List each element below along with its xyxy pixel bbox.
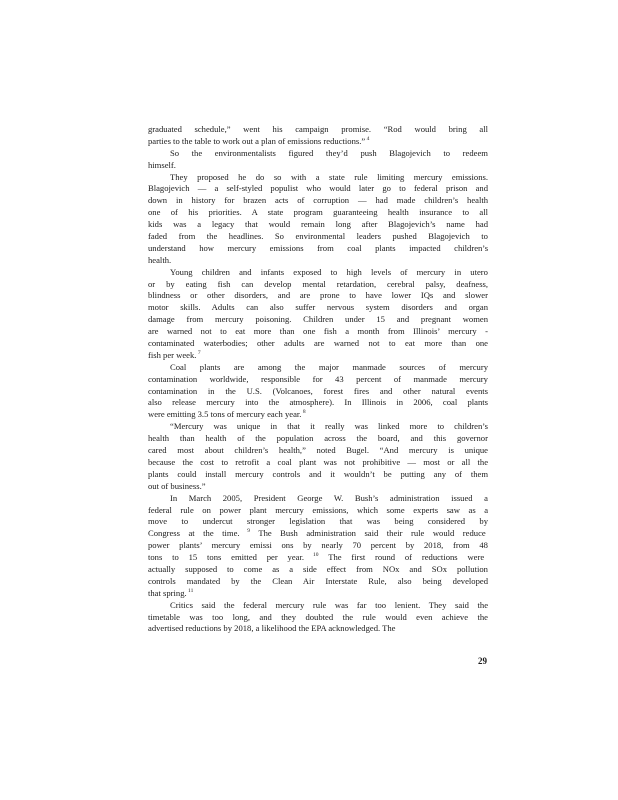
text-line [148, 469, 488, 481]
line-text: blindness or other disorders, and are prone to have lower IQs and slower [148, 290, 488, 301]
body-text [148, 124, 488, 635]
text-line [148, 421, 488, 433]
text-line [148, 136, 488, 148]
line-text: because the cost to retrofit a coal plant was not prohibitive — most or all the [148, 456, 488, 467]
line-text: controls mandated by the Clean Air Interstate Rule, also being developed [148, 575, 488, 586]
text-line [148, 243, 488, 255]
line-text: graduated schedule,” went his campaign promise. “Rod would bring all [148, 124, 488, 134]
page-number: 29 [478, 656, 487, 666]
line-text: tons to 15 tons emitted per year. [148, 552, 304, 563]
line-text: one of his priorities. A state program guaranteeing health insurance to all [148, 207, 488, 218]
line-text: Blagojevich — a self-styled populist who would later go to federal prison and [148, 183, 488, 194]
line-text: faded from the headlines. So environmental leaders pushed Blagojevich to [148, 231, 488, 242]
line-text: also release mercury into the atmosphere). In Illinois in 2006, coal plants [148, 397, 488, 408]
text-line [148, 576, 488, 588]
footnote-marker: 9 [239, 528, 251, 535]
line-text: contaminated waterbodies; other adults are warned not to eat more than one [148, 338, 488, 349]
text-line [148, 314, 488, 326]
text-line [148, 493, 488, 505]
text-line [148, 481, 488, 493]
text-line [148, 160, 488, 172]
line-text: federal rule on power plant mercury emissions, which some experts saw as a [148, 504, 488, 515]
text-line [148, 552, 488, 564]
text-line [148, 267, 488, 279]
line-text: “Mercury was unique in that it really was linked more to children’s [170, 421, 488, 432]
line-text: motor skills. Adults can also suffer nervous system disorders and organ [148, 302, 488, 313]
text-line [148, 172, 488, 184]
line-text: himself. [148, 159, 176, 170]
footnote-marker: 4 [365, 136, 370, 143]
line-text: damage from mercury poisoning. Children under 15 and pregnant women [148, 314, 488, 325]
text-line [148, 445, 488, 457]
line-text: are warned not to eat more than one fish a month from Illinois’ mercury - [148, 326, 488, 337]
line-text: cared most about children’s health,” noted Bugel. “And mercury is unique [148, 445, 488, 456]
line-text: down in history for brazen acts of corruption — had made children’s health [148, 195, 488, 206]
text-line [148, 588, 488, 600]
text-line [148, 612, 488, 624]
line-text-tail: The first round of reductions were [318, 552, 485, 563]
line-text: out of business.” [148, 480, 206, 491]
text-line [148, 623, 488, 635]
text-line [148, 219, 488, 231]
text-line [148, 362, 488, 374]
text-line [148, 505, 488, 517]
text-line [148, 516, 488, 528]
line-text: move to undercut stronger legislation that was being considered by [148, 516, 488, 527]
line-text: Young children and infants exposed to high levels of mercury in utero [170, 266, 488, 277]
line-text: timetable was too long, and they doubted the rule would even achieve the [148, 611, 488, 622]
line-text: fish per week. [148, 349, 197, 360]
text-line [148, 457, 488, 469]
line-text: So the environmentalists figured they’d push Blagojevich to redeem [170, 147, 488, 158]
line-text: plants could install mercury controls and it wouldn’t be putting any of them [148, 468, 488, 479]
line-text: were emitting 3.5 tons of mercury each year. [148, 409, 302, 420]
text-line [148, 528, 488, 540]
paragraph-text [148, 124, 488, 635]
footnote-marker: 7 [196, 350, 201, 357]
text-line [148, 564, 488, 576]
footnote-marker: 10 [304, 552, 319, 559]
line-text: parties to the table to work out a plan of emissions reductions.” [148, 135, 366, 146]
text-line [148, 183, 488, 195]
text-line [148, 350, 488, 362]
text-line [148, 326, 488, 338]
line-text-tail: The Bush administration said their rule would reduce [250, 528, 486, 539]
line-text: power plants’ mercury emissi ons by nearly 70 percent by 2018, from 48 [148, 540, 488, 551]
footnote-marker: 8 [301, 409, 306, 416]
line-text: Critics said the federal mercury rule was far too lenient. They said the [170, 599, 488, 610]
line-text: that spring. [148, 587, 187, 598]
line-text: They proposed he do so with a state rule limiting mercury emissions. [170, 171, 488, 182]
line-text: actually supposed to come as a side effect from NOx and SOx pollution [148, 563, 488, 574]
text-line [148, 302, 488, 314]
line-text: contamination worldwide, responsible for 43 percent of manmade mercury [148, 373, 488, 384]
text-line [148, 255, 488, 267]
line-text: understand how mercury emissions from coal plants impacted children’s [148, 242, 488, 253]
line-text: In March 2005, President George W. Bush’s administration issued a [170, 492, 488, 503]
text-line [148, 124, 488, 136]
line-text: Coal plants are among the major manmade sources of mercury [170, 361, 488, 372]
line-text: advertised reductions by 2018, a likelihood the EPA acknowledged. The [148, 623, 396, 634]
line-text: health than health of the population across the board, and this governor [148, 433, 488, 444]
text-line [148, 600, 488, 612]
text-line [148, 397, 488, 409]
line-text: Congress at the time. [148, 528, 240, 539]
text-line [148, 540, 488, 552]
line-text: or by eating fish can develop mental retardation, cerebral palsy, deafness, [148, 278, 488, 289]
text-line [148, 290, 488, 302]
text-line [148, 231, 488, 243]
text-line [148, 207, 488, 219]
text-line [148, 195, 488, 207]
text-line [148, 374, 488, 386]
text-line [148, 386, 488, 398]
text-line [148, 409, 488, 421]
line-text: health. [148, 254, 172, 265]
text-line [148, 148, 488, 160]
line-text: contamination in the U.S. (Volcanoes, forest fires and other natural events [148, 385, 488, 396]
text-line [148, 433, 488, 445]
text-line [148, 279, 488, 291]
text-line [148, 338, 488, 350]
line-text: kids was a legacy that would remain long after Blagojevich’s name had [148, 219, 488, 230]
footnote-marker: 11 [186, 587, 194, 594]
